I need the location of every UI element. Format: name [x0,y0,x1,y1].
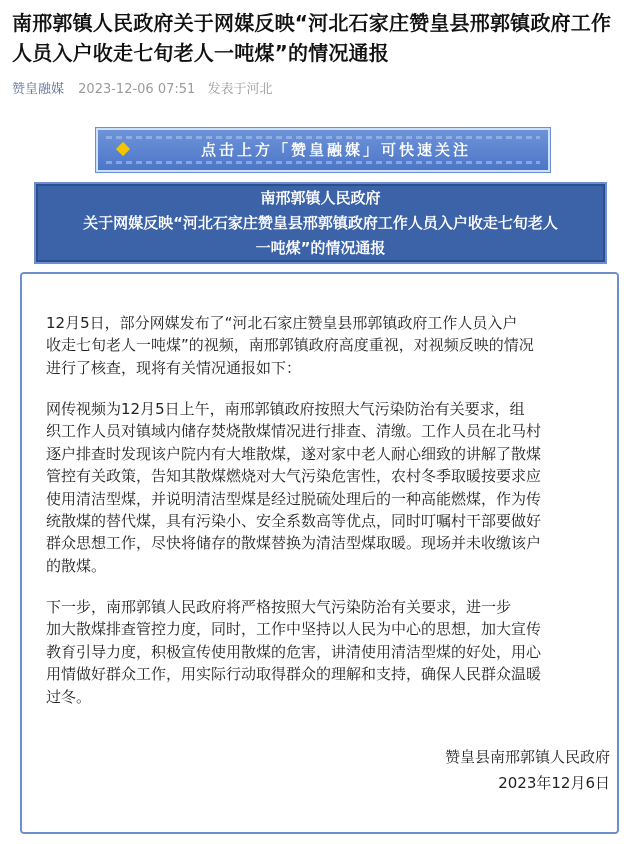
text-line: 群众思想工作，尽快将储存的散煤替换为清洁型煤取暖。现场并未收缴该户 [46,534,542,553]
text-line: 逐户排查时发现该户院内有大堆散煤，遂对家中老人耐心细致的讲解了散煤 [46,444,542,463]
text-line: 网传视频为12月5日上午，南邢郭镇政府按照大气污染防治有关要求，组 [46,400,525,418]
notice-issuer: 南邢郭镇人民政府 [260,189,381,207]
publish-date: 2023-12-06 07:51 [78,82,196,97]
article-title: 南邢郭镇人民政府关于网媒反映“河北石家庄赞皇县邢郭镇政府工作人员入户收走七旬老人一吨煤”的情况通报 [12,11,612,65]
text-line: 织工作人员对镇域内储存焚烧散煤情况进行排查、清缴。工作人员在北马村 [46,422,542,441]
paragraph-intro [46,312,606,379]
text-line: 收走七旬老人一吨煤”的视频，南邢郭镇政府高度重视，对视频反映的情况 [46,336,534,355]
text-line: 下一步，南邢郭镇人民政府将严格按照大气污染防治有关要求，进一步 [46,598,512,616]
banner-decor-bottom [106,161,540,164]
follow-banner-text: 点击上方「赞皇融媒」可快速关注 [200,141,471,159]
publish-location: 发表于河北 [207,82,273,97]
follow-banner[interactable] [96,128,550,172]
paragraph-next-steps [46,596,606,708]
text-line: 12月5日，部分网媒发布了“河北石家庄赞皇县邢郭镇政府工作人员入户 [46,314,518,332]
text-line: 用情做好群众工作，用实际行动取得群众的理解和支持，确保人民群众温暖 [46,665,542,684]
text-line: 使用清洁型煤，并说明清洁型煤是经过脱硫处理后的一种高能燃煤，作为传 [46,489,542,508]
signature: 赞皇县南邢郭镇人民政府 [444,748,610,766]
sign-date: 2023年12月6日 [498,774,610,792]
text-line: 加大散煤排查管控力度，同时，工作中坚持以人民为中心的思想，加大宣传 [46,620,542,639]
account-name-link[interactable]: 赞皇融媒 [12,82,65,97]
text-line: 的散煤。 [46,556,107,575]
text-line: 进行了核查，现将有关情况通报如下： [46,358,302,377]
diamond-icon [116,142,130,156]
notice-title-line: 一吨煤”的情况通报 [255,239,386,257]
notice-header [34,182,607,264]
notice-title-line: 关于网媒反映“河北石家庄赞皇县邢郭镇政府工作人员入户收走七旬老人 [83,214,558,232]
text-line: 统散煤的替代煤，具有污染小、安全系数高等优点，同时叮嘱村干部要做好 [46,512,542,531]
text-line: 教育引导力度，积极宣传使用散煤的危害，讲清使用清洁型煤的好处，用心 [46,642,542,661]
paragraph-details [46,398,606,577]
article-meta [12,80,272,100]
text-line: 管控有关政策，告知其散煤燃烧对大气污染危害性，农村冬季取暖按要求应 [46,467,542,486]
text-line: 过冬。 [46,687,92,706]
